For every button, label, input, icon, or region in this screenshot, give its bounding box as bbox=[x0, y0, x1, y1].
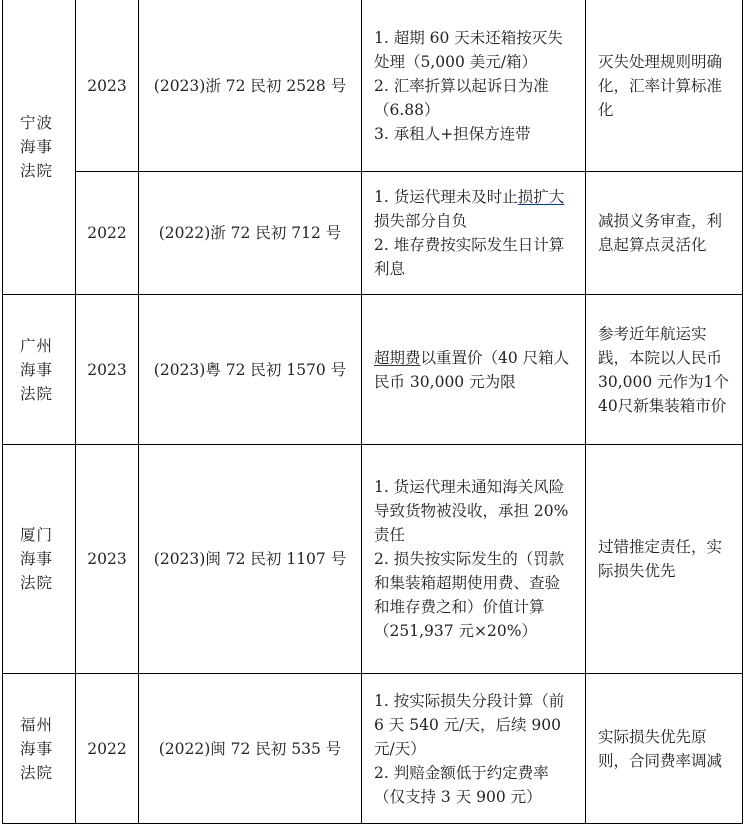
table-row bbox=[3, 0, 743, 172]
year-cell: 2023 bbox=[76, 0, 139, 172]
rule-item: 1. 货运代理未通知海关风险导致货物被没收，承担 20%责任 bbox=[374, 478, 569, 544]
comment-cell: 过错推定责任，实际损失优先 bbox=[586, 445, 743, 674]
rule-item: 3. 承租人+担保方连带 bbox=[374, 124, 531, 143]
rule-item: 1. 超期 60 天未还箱按灭失处理（5,000 美元/箱） bbox=[374, 28, 563, 71]
court-cell bbox=[3, 445, 76, 674]
court-name: 厦门海事法院 bbox=[20, 526, 54, 592]
court-name: 广州海事法院 bbox=[20, 336, 54, 403]
rule-item: 超期费以重置价（40 尺箱人民币 30,000 元为限 bbox=[374, 348, 570, 391]
court-name: 宁波海事法院 bbox=[20, 114, 54, 180]
rule-item: 2. 堆存费按实际发生日计算利息 bbox=[374, 236, 565, 278]
case-number-cell: (2022)闽 72 民初 535 号 bbox=[139, 674, 362, 824]
underlined-term: 超期费 bbox=[374, 348, 421, 367]
table-row bbox=[3, 295, 743, 445]
court-cell bbox=[3, 295, 76, 445]
rule-item: 2. 判赔金额低于约定费率（仅支持 3 天 900 元） bbox=[374, 763, 549, 806]
underlined-term: 损扩大 bbox=[517, 188, 565, 206]
rule-item: 2. 汇率折算以起诉日为准（6.88） bbox=[374, 76, 549, 119]
court-name: 福州海事法院 bbox=[20, 715, 54, 782]
rule-cell bbox=[362, 295, 586, 445]
year-cell: 2023 bbox=[76, 295, 139, 445]
court-cell bbox=[3, 0, 76, 295]
comment-cell: 实际损失优先原则，合同费率调减 bbox=[586, 674, 743, 824]
rule-item: 2. 损失按实际发生的（罚款和集装箱超期使用费、查验和堆存费之和）价值计算（251,937 元×20%） bbox=[374, 550, 565, 640]
year-cell: 2022 bbox=[76, 172, 139, 295]
table-row bbox=[3, 445, 743, 674]
rule-cell bbox=[362, 172, 586, 295]
rule-cell bbox=[362, 674, 586, 824]
rule-item: 1. 按实际损失分段计算（前 6 天 540 元/天，后续 900 元/天） bbox=[374, 691, 565, 758]
case-number-cell: (2022)浙 72 民初 712 号 bbox=[139, 172, 362, 295]
year-cell: 2022 bbox=[76, 674, 139, 824]
case-number-cell: (2023)浙 72 民初 2528 号 bbox=[139, 0, 362, 172]
judgment-table bbox=[2, 0, 743, 824]
table-row bbox=[3, 674, 743, 824]
rule-cell bbox=[362, 0, 586, 172]
rule-item: 1. 货运代理未及时止损扩大损失部分自负 bbox=[374, 188, 565, 230]
comment-cell: 灭失处理规则明确化，汇率计算标准化 bbox=[586, 0, 743, 172]
case-number-cell: (2023)闽 72 民初 1107 号 bbox=[139, 445, 362, 674]
table-row bbox=[3, 172, 743, 295]
rule-cell bbox=[362, 445, 586, 674]
case-number-cell: (2023)粤 72 民初 1570 号 bbox=[139, 295, 362, 445]
court-cell bbox=[3, 674, 76, 824]
comment-cell: 参考近年航运实践，本院以人民币 30,000 元作为1个40尺新集装箱市价 bbox=[586, 295, 743, 445]
comment-cell: 减损义务审查，利息起算点灵活化 bbox=[586, 172, 743, 295]
year-cell: 2023 bbox=[76, 445, 139, 674]
